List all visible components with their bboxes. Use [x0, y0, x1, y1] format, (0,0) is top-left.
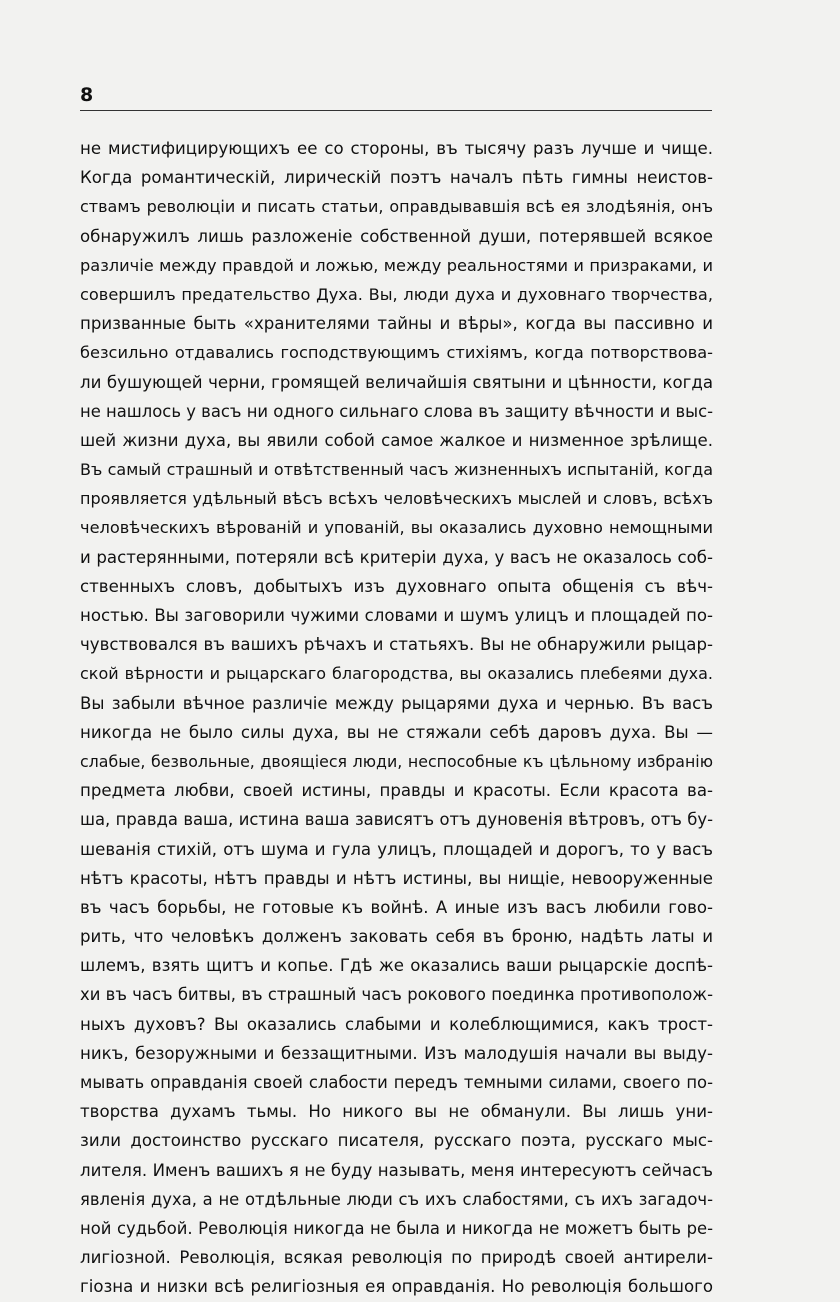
text-line: слабые, безвольные, двоящіеся люди, неспособные къ цѣльному избранію [80, 751, 713, 771]
header-rule [80, 110, 712, 111]
text-line: шеванія стихій, отъ шума и гула улицъ, площадей и дорогъ, то у васъ [80, 839, 713, 859]
text-line: творства духамъ тьмы. Но никого вы не обманули. Вы лишь уни- [80, 1102, 713, 1122]
text-line: ской вѣрности и рыцарскаго благородства, вы оказались плебеями духа. [80, 664, 713, 684]
text-line: шей жизни духа, вы явили собой самое жалкое и низменное зрѣлище. [80, 430, 713, 450]
text-line: нѣтъ красоты, нѣтъ правды и нѣтъ истины, вы нищіе, невооруженные [80, 868, 713, 888]
text-line: Когда романтическій, лирическій поэтъ началъ пѣть гимны неистов- [80, 168, 713, 188]
text-line: гіозна и низки всѣ религіозныя ея оправданія. Но революція большого [80, 1277, 713, 1297]
text-line: безсильно отдавались господствующимъ стихіямъ, когда потворствова- [80, 343, 713, 363]
text-line: проявляется удѣльный вѣсъ всѣхъ человѣческихъ мыслей и словъ, всѣхъ [80, 489, 713, 509]
text-line: явленія духа, а не отдѣльные люди съ ихъ слабостями, съ ихъ загадоч- [80, 1189, 713, 1209]
text-line: Въ самый страшный и отвѣтственный часъ жизненныхъ испытаній, когда [80, 460, 713, 480]
text-line: и растерянными, потеряли всѣ критеріи духа, у васъ не оказалось соб- [80, 547, 713, 567]
text-line: никогда не было силы духа, вы не стяжали себѣ даровъ духа. Вы — [80, 722, 713, 742]
body-text [80, 134, 713, 1302]
text-line: въ часъ борьбы, не готовые къ войнѣ. А иные изъ васъ любили гово- [80, 897, 713, 917]
text-line: не мистифицирующихъ ее со стороны, въ тысячу разъ лучше и чище. [80, 139, 713, 158]
text-line: призванные быть «хранителями тайны и вѣры», когда вы пассивно и [80, 314, 713, 334]
text-line: ностью. Вы заговорили чужими словами и шумъ улицъ и площадей по- [80, 606, 713, 625]
text-line: ствамъ революціи и писать статьи, оправдывавшія всѣ ея злодѣянія, онъ [80, 197, 713, 217]
text-line: рить, что человѣкъ долженъ заковать себя въ броню, надѣть латы и [80, 927, 713, 947]
text-line: хи въ часъ битвы, въ страшный часъ рокового поединка противополож- [80, 985, 713, 1005]
text-line: ша, правда ваша, истина ваша зависятъ отъ дуновенія вѣтровъ, отъ бу- [80, 810, 713, 830]
text-line: человѣческихъ вѣрованій и упованій, вы оказались духовно немощными [80, 518, 713, 538]
text-line: обнаружилъ лишь разложеніе собственной души, потерявшей всякое [80, 226, 713, 246]
text-line: не нашлось у васъ ни одного сильнаго слова въ защиту вѣчности и выс- [80, 401, 713, 421]
text-line: совершилъ предательство Духа. Вы, люди духа и духовнаго творчества, [80, 284, 713, 304]
text-line: ной судьбой. Революція никогда не была и никогда не можетъ быть ре- [80, 1218, 713, 1238]
text-line: ственныхъ словъ, добытыхъ изъ духовнаго опыта общенія съ вѣч- [80, 576, 713, 596]
text-line: различіе между правдой и ложью, между реальностями и призраками, и [80, 255, 713, 275]
text-line: мывать оправданія своей слабости передъ темными силами, своего по- [80, 1073, 713, 1092]
text-line: чувствовался въ вашихъ рѣчахъ и статьяхъ. Вы не обнаружили рыцар- [80, 635, 713, 655]
page-number: 8 [80, 84, 94, 106]
text-line: ныхъ духовъ? Вы оказались слабыми и колеблющимися, какъ трост- [80, 1014, 713, 1034]
text-line: лителя. Именъ вашихъ я не буду называть, меня интересуютъ сейчасъ [80, 1160, 713, 1180]
text-line: предмета любви, своей истины, правды и красоты. Если красота ва- [80, 781, 713, 801]
text-line: ли бушующей черни, громящей величайшія святыни и цѣнности, когда [80, 372, 713, 392]
text-line: шлемъ, взять щитъ и копье. Гдѣ же оказались ваши рыцарскіе доспѣ- [80, 956, 713, 976]
text-line: лигіозной. Революція, всякая революція по природѣ своей антирели- [80, 1248, 713, 1268]
text-line: зили достоинство русскаго писателя, русскаго поэта, русскаго мыс- [80, 1131, 713, 1151]
text-line: Вы забыли вѣчное различіе между рыцарями духа и чернью. Въ васъ [80, 693, 713, 713]
text-line: никъ, безоружными и беззащитными. Изъ малодушія начали вы выду- [80, 1043, 713, 1063]
